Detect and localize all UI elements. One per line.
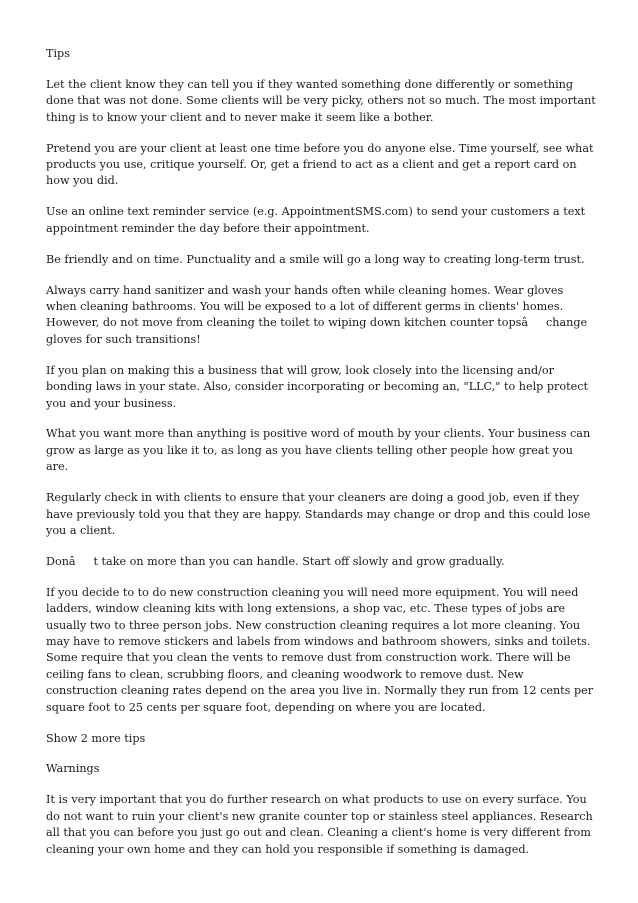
tip-paragraph: Regularly check in with clients to ensure that your cleaners are doing a good job, even if they have previously told you that they are happy. Standards may change or drop and this could lose you a client.	[46, 491, 591, 537]
document-page	[46, 46, 596, 872]
warnings-heading: Warnings	[46, 762, 100, 776]
tip-paragraph: If you decide to to do new construction cleaning you will need more equipment. You will need ladders, window cleaning kits with long extensions, a shop vac, etc. These types of jobs are usually two to three person jobs. New construction cleaning requires a lot more cleaning. You may have to remove stickers and labels from windows and bathroom showers, sinks and toilets. Some require that you clean the vents to remove dust from construction work. There will be ceiling fans to clean, scrubbing floors, and cleaning woodwork to remove dust. New construction cleaning rates depend on the area you live in. Normally they run from 12 cents per square foot to 25 cents per square foot, depending on where you are located.	[46, 585, 594, 714]
tip-paragraph: Let the client know they can tell you if they wanted something done differently or something done that was not done. Some clients will be very picky, others not so much. The most important thing is to know your client and to never make it seem like a bother.	[46, 77, 596, 124]
tip-paragraph: Donât take on more than you can handle. Start off slowly and grow gradually.	[46, 554, 505, 568]
tip-paragraph: If you plan on making this a business that will grow, look closely into the licensing and/or bonding laws in your state. Also, consider incorporating or becoming an, "LLC," to help protect you and your business.	[46, 363, 589, 410]
warning-paragraph: It is very important that you do further research on what products to use on every surface. You do not want to ruin your client's new granite counter top or stainless steel appliances. Research all that you can before you just go out and clean. Cleaning a client's home is very different from cleaning your own home and they can hold you responsible if something is damaged.	[46, 793, 593, 856]
show-more-tips-link[interactable]: Show 2 more tips	[46, 731, 146, 745]
tip-paragraph: Pretend you are your client at least one time before you do anyone else. Time yourself, see what products you use, critique yourself. Or, get a friend to act as a client and get a report card on how you did.	[46, 141, 594, 188]
tip-paragraph: What you want more than anything is positive word of mouth by your clients. Your business can grow as large as you like it to, as long as you have clients telling other people how great you are.	[46, 427, 591, 474]
tips-heading: Tips	[46, 47, 70, 60]
tip-paragraph: Be friendly and on time. Punctuality and a smile will go a long way to creating long-term trust.	[46, 252, 585, 266]
tip-paragraph: Always carry hand sanitizer and wash your hands often while cleaning homes. Wear gloves when cleaning bathrooms. You will be exposed to a lot of different germs in clients' homes. However, do not move from cleaning the toilet to wiping down kitchen counter topsâchange gloves for such transitions!	[46, 283, 588, 346]
tip-paragraph: Use an online text reminder service (e.g. AppointmentSMS.com) to send your customers a text appointment reminder the day before their appointment.	[46, 205, 586, 235]
